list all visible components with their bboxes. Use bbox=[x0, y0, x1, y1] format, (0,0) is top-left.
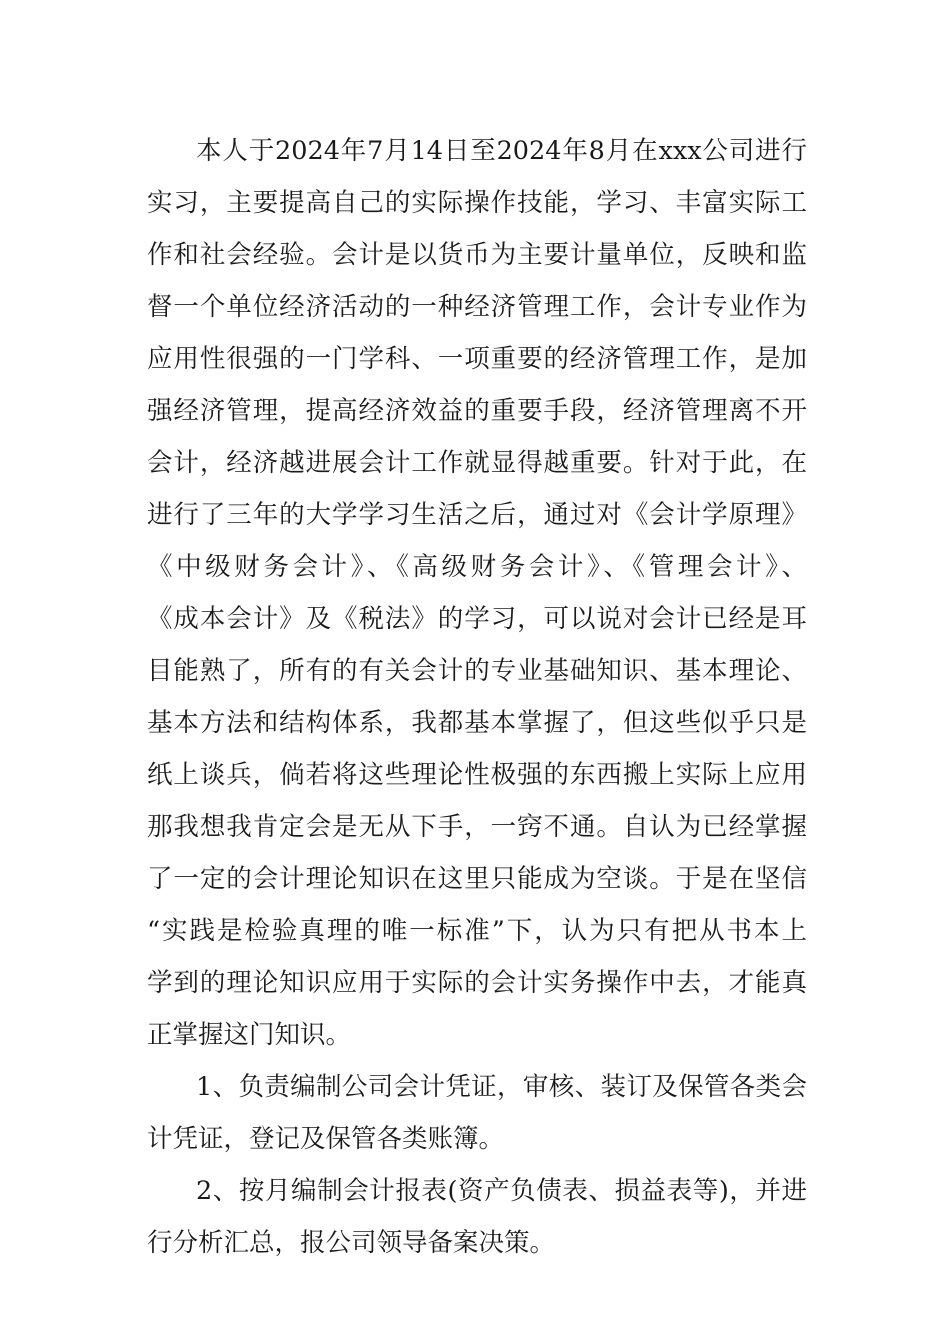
text-line: 纸上谈兵，倘若将这些理论性极强的东西搬上实际上应用 bbox=[147, 760, 807, 790]
text-line: 正掌握这门知识。 bbox=[147, 1020, 352, 1050]
text-line: 2、按月编制会计报表(资产负债表、损益表等)，并进 bbox=[196, 1176, 807, 1206]
text-line: 《中级财务会计》、《高级财务会计》、《管理会计》、 bbox=[147, 552, 807, 582]
text-line: 强经济管理，提高经济效益的重要手段，经济管理离不开 bbox=[147, 396, 807, 426]
text-line: 《成本会计》及《税法》的学习，可以说对会计已经是耳 bbox=[147, 604, 807, 634]
text-line: 应用性很强的一门学科、一项重要的经济管理工作，是加 bbox=[147, 344, 807, 374]
text-line: 实习，主要提高自己的实际操作技能，学习、丰富实际工 bbox=[147, 188, 807, 218]
text-line: 学到的理论知识应用于实际的会计实务操作中去，才能真 bbox=[147, 968, 807, 998]
text-line: 目能熟了，所有的有关会计的专业基础知识、基本理论、 bbox=[147, 656, 807, 686]
text-line: 行分析汇总，报公司领导备案决策。 bbox=[147, 1228, 556, 1258]
text-line: 会计，经济越进展会计工作就显得越重要。针对于此，在 bbox=[147, 448, 807, 478]
text-line: 作和社会经验。会计是以货币为主要计量单位，反映和监 bbox=[147, 240, 807, 270]
text-line: 进行了三年的大学学习生活之后，通过对《会计学原理》 bbox=[147, 500, 807, 530]
text-line: 那我想我肯定会是无从下手，一窍不通。自认为已经掌握 bbox=[147, 812, 807, 842]
text-line: “实践是检验真理的唯一标准”下，认为只有把从书本上 bbox=[147, 916, 807, 946]
text-line: 1、负责编制公司会计凭证，审核、装订及保管各类会 bbox=[196, 1072, 807, 1102]
text-line: 计凭证，登记及保管各类账簿。 bbox=[147, 1124, 505, 1154]
text-line: 了一定的会计理论知识在这里只能成为空谈。于是在坚信 bbox=[147, 864, 807, 894]
text-line: 本人于2024年7月14日至2024年8月在xxx公司进行 bbox=[196, 136, 807, 166]
text-line: 督一个单位经济活动的一种经济管理工作，会计专业作为 bbox=[147, 292, 807, 322]
text-line: 基本方法和结构体系，我都基本掌握了，但这些似乎只是 bbox=[147, 708, 807, 738]
